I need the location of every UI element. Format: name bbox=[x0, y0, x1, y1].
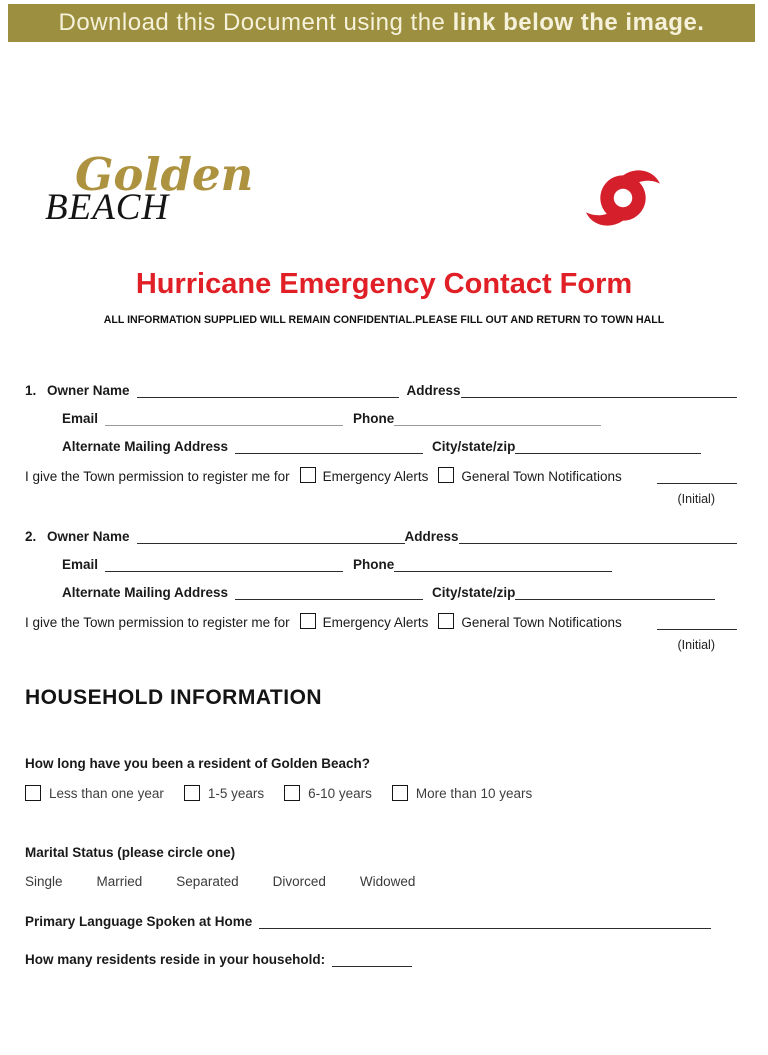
owner1-name-field[interactable] bbox=[137, 382, 399, 398]
owner1-city-label: City/state/zip bbox=[432, 439, 516, 454]
residency-gt10yr-label: More than 10 years bbox=[415, 785, 533, 801]
residency-6-10yr-checkbox[interactable] bbox=[284, 785, 300, 801]
owner2-address-field[interactable] bbox=[459, 528, 737, 544]
marital-status-label: Marital Status (please circle one) bbox=[25, 845, 236, 860]
residents-label: How many residents reside in your household: bbox=[25, 952, 326, 967]
owner2-email-field[interactable] bbox=[105, 556, 343, 572]
page-title: Hurricane Emergency Contact Form bbox=[135, 268, 633, 300]
residency-1-5yr-checkbox[interactable] bbox=[184, 785, 200, 801]
owner1-emergency-alerts-label: Emergency Alerts bbox=[322, 469, 429, 484]
owner1-name-label: Owner Name bbox=[47, 383, 130, 398]
owner1-email-field[interactable] bbox=[105, 410, 343, 426]
owner1-town-notifications-label: General Town Notifications bbox=[461, 469, 622, 484]
owner2-name-address-row bbox=[25, 516, 737, 544]
residents-row bbox=[25, 939, 737, 967]
marital-separated[interactable]: Separated bbox=[176, 874, 239, 889]
owner2-city-field[interactable] bbox=[515, 584, 715, 600]
language-field[interactable] bbox=[259, 913, 711, 929]
owner2-phone-label: Phone bbox=[353, 557, 395, 572]
owner1-address-label: Address bbox=[406, 383, 461, 398]
owner-section-2 bbox=[25, 516, 737, 654]
owner1-altmail-field[interactable] bbox=[235, 438, 423, 454]
owner1-altmail-row bbox=[62, 426, 737, 454]
residency-lt1yr-label: Less than one year bbox=[49, 785, 164, 801]
owner1-address-field[interactable] bbox=[461, 382, 737, 398]
residency-question: How long have you been a resident of Golden Beach? bbox=[25, 756, 371, 771]
owner-section-1 bbox=[25, 370, 737, 508]
banner-text: Download this Document using the bbox=[58, 9, 453, 36]
owner2-altmail-label: Alternate Mailing Address bbox=[62, 585, 229, 600]
owner2-town-notifications-checkbox[interactable] bbox=[438, 613, 454, 629]
owner2-number: 2. bbox=[25, 529, 37, 544]
residency-lt1yr-checkbox[interactable] bbox=[25, 785, 41, 801]
owner1-city-field[interactable] bbox=[515, 438, 701, 454]
marital-single[interactable]: Single bbox=[25, 874, 63, 889]
owner1-phone-field[interactable] bbox=[394, 410, 601, 426]
owner2-name-label: Owner Name bbox=[47, 529, 130, 544]
marital-married[interactable]: Married bbox=[96, 874, 143, 889]
owner2-address-label: Address bbox=[404, 529, 459, 544]
golden-beach-logo bbox=[45, 148, 254, 228]
owner2-city-label: City/state/zip bbox=[432, 585, 516, 600]
owner1-number: 1. bbox=[25, 383, 37, 398]
marital-widowed[interactable]: Widowed bbox=[359, 874, 416, 889]
owner2-name-field[interactable] bbox=[137, 528, 405, 544]
hurricane-icon bbox=[581, 152, 665, 244]
language-label: Primary Language Spoken at Home bbox=[25, 914, 253, 929]
owner1-initial-caption: (Initial) bbox=[677, 492, 715, 506]
owner1-name-address-row bbox=[25, 370, 737, 398]
logo-beach-text: BEACH bbox=[45, 187, 170, 228]
residency-options-row bbox=[25, 783, 737, 803]
owner2-emergency-alerts-label: Emergency Alerts bbox=[322, 615, 429, 630]
residents-field[interactable] bbox=[332, 951, 412, 967]
owner2-permission-row bbox=[25, 600, 737, 630]
owner2-altmail-row bbox=[62, 572, 737, 600]
language-row bbox=[25, 901, 737, 929]
confidential-note: ALL INFORMATION SUPPLIED WILL REMAIN CONFIDENTIAL.PLEASE FILL OUT AND RETURN TO TOWN HALL bbox=[103, 314, 665, 326]
owner2-town-notifications-label: General Town Notifications bbox=[461, 615, 622, 630]
household-section bbox=[25, 686, 737, 967]
owner1-permission-row bbox=[25, 454, 737, 484]
marital-divorced[interactable]: Divorced bbox=[272, 874, 326, 889]
residency-gt10yr-checkbox[interactable] bbox=[392, 785, 408, 801]
marital-options-row bbox=[25, 874, 737, 889]
owner2-initial-field[interactable] bbox=[657, 614, 737, 630]
owner2-emergency-alerts-checkbox[interactable] bbox=[300, 613, 316, 629]
owner2-altmail-field[interactable] bbox=[235, 584, 423, 600]
owner2-initial-caption: (Initial) bbox=[677, 638, 715, 652]
owner1-emergency-alerts-checkbox[interactable] bbox=[300, 467, 316, 483]
residency-1-5yr-label: 1-5 years bbox=[207, 785, 265, 801]
residency-6-10yr-label: 6-10 years bbox=[308, 785, 372, 801]
owner2-email-label: Email bbox=[62, 557, 99, 572]
owner1-email-label: Email bbox=[62, 411, 99, 426]
header bbox=[0, 148, 768, 250]
banner-text-bold: link below the image. bbox=[452, 9, 705, 36]
owner1-phone-label: Phone bbox=[353, 411, 395, 426]
owner1-town-notifications-checkbox[interactable] bbox=[438, 467, 454, 483]
owner2-phone-field[interactable] bbox=[394, 556, 612, 572]
household-heading: HOUSEHOLD INFORMATION bbox=[25, 686, 323, 709]
owner1-initial-field[interactable] bbox=[657, 468, 737, 484]
owner2-permission-text: I give the Town permission to register me for bbox=[25, 615, 290, 630]
logo-golden-text: Golden bbox=[75, 148, 254, 201]
owner2-email-phone-row bbox=[62, 544, 737, 572]
download-banner bbox=[8, 4, 755, 42]
owner1-email-phone-row bbox=[62, 398, 737, 426]
owner1-altmail-label: Alternate Mailing Address bbox=[62, 439, 229, 454]
owner1-permission-text: I give the Town permission to register me for bbox=[25, 469, 290, 484]
